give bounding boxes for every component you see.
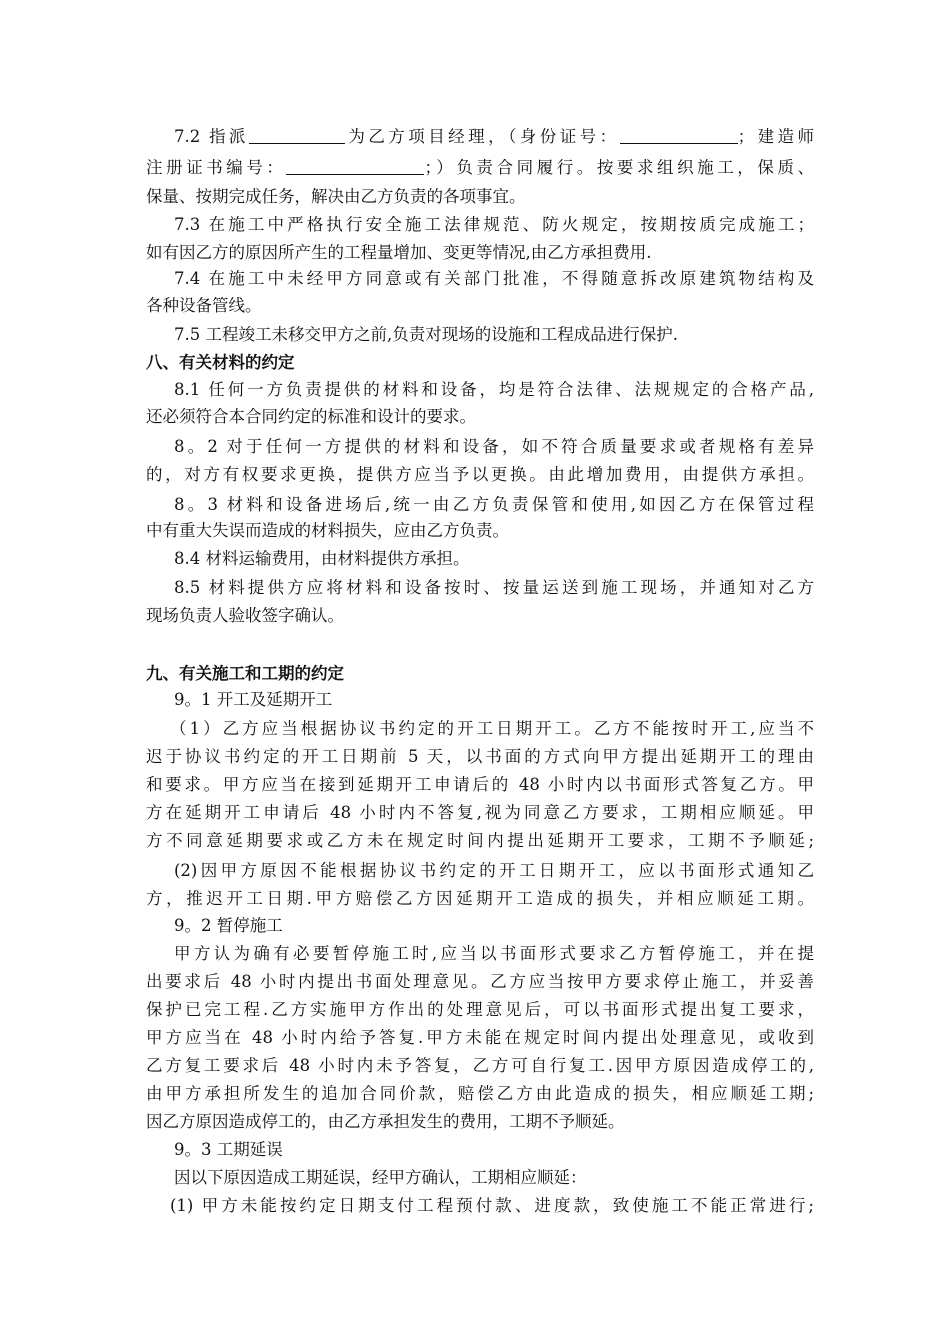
clause-text: ；）负责合同履行。按要求组织施工，保质、	[424, 158, 814, 177]
clause-9-2-line-2: 出要求后 48 小时内提出书面处理意见。乙方应当按甲方要求停止施工，并妥善	[146, 972, 814, 991]
clause-8-4-line-1: 8.4 材料运输费用，由材料提供方承担。	[174, 549, 470, 568]
clause-9-2-line-5: 乙方复工要求后 48 小时内未予答复，乙方可自行复工.因甲方原因造成停工的,	[146, 1056, 814, 1075]
clause-8-1-line-1: 8.1 任何一方负责提供的材料和设备，均是符合法律、法规规定的合格产品,	[174, 380, 814, 399]
clause-9-1-para1-line-3: 和要求。甲方应当在接到延期开工申请后的 48 小时内以书面形式答复乙方。甲	[146, 775, 814, 794]
clause-8-5-line-2: 现场负责人验收签字确认。	[146, 606, 344, 625]
clause-8-3-line-1: 8。3 材料和设备进场后,统一由乙方负责保管和使用,如因乙方在保管过程	[174, 495, 814, 514]
clause-7-2-line-1	[174, 124, 814, 150]
clause-9-1-para1-line-2: 迟于协议书约定的开工日期前 5 天，以书面的方式向甲方提出延期开工的理由	[146, 747, 814, 766]
clause-8-2-line-2: 的，对方有权要求更换，提供方应当予以更换。由此增加费用，由提供方承担。	[146, 465, 814, 484]
clause-9-2-line-7: 因乙方原因造成停工的，由乙方承担发生的费用，工期不予顺延。	[146, 1112, 625, 1131]
section-heading-9: 九、有关施工和工期的约定	[146, 664, 344, 683]
clause-7-4-line-2: 各种设备管线。	[146, 296, 262, 315]
clause-8-3-line-2: 中有重大失误而造成的材料损失，应由乙方负责。	[146, 521, 509, 540]
clause-9-1-para1-line-1: （1）乙方应当根据协议书约定的开工日期开工。乙方不能按时开工,应当不	[170, 719, 814, 738]
clause-9-2-title: 9。2 暂停施工	[174, 916, 283, 935]
clause-text: 注册证书编号：	[146, 158, 287, 177]
clause-text: ；建造师	[737, 127, 814, 146]
clause-7-4-line-1: 7.4 在施工中未经甲方同意或有关部门批准，不得随意拆改原建筑物结构及	[174, 269, 814, 288]
clause-9-3-line-2: (1) 甲方未能按约定日期支付工程预付款、进度款，致使施工不能正常进行;	[170, 1196, 814, 1215]
id-number-blank[interactable]	[620, 125, 738, 144]
clause-8-5-line-1: 8.5 材料提供方应将材料和设备按时、按量运送到施工现场，并通知对乙方	[174, 578, 814, 597]
clause-9-1-title: 9。1 开工及延期开工	[174, 690, 333, 709]
manager-name-blank[interactable]	[249, 125, 345, 144]
clause-9-3-title: 9。3 工期延误	[174, 1140, 283, 1159]
clause-7-2-line-2	[146, 155, 814, 181]
clause-8-2-line-1: 8。2 对于任何一方提供的材料和设备，如不符合质量要求或者规格有差异	[174, 437, 814, 456]
clause-9-2-line-6: 由甲方承担所发生的追加合同价款，赔偿乙方由此造成的损失，相应顺延工期;	[146, 1084, 814, 1103]
section-heading-8: 八、有关材料的约定	[146, 353, 295, 372]
clause-text: 为乙方项目经理，（身份证号：	[344, 127, 620, 146]
clause-9-2-line-1: 甲方认为确有必要暂停施工时,应当以书面形式要求乙方暂停施工，并在提	[174, 944, 814, 963]
clause-7-5-line-1: 7.5 工程竣工未移交甲方之前,负责对现场的设施和工程成品进行保护.	[174, 325, 678, 344]
certificate-number-blank[interactable]	[286, 156, 424, 175]
clause-7-2-line-3: 保量、按期完成任务，解决由乙方负责的各项事宜。	[146, 187, 526, 206]
clause-9-2-line-4: 甲方应当在 48 小时内给予答复.甲方未能在规定时间内提出处理意见，或收到	[146, 1028, 814, 1047]
clause-9-1-para2-line-1: (2)因甲方原因不能根据协议书约定的开工日期开工，应以书面形式通知乙	[174, 861, 814, 880]
clause-9-2-line-3: 保护已完工程.乙方实施甲方作出的处理意见后，可以书面形式提出复工要求，	[146, 1000, 814, 1019]
clause-9-1-para1-line-5: 方不同意延期要求或乙方未在规定时间内提出延期开工要求，工期不予顺延;	[146, 831, 814, 850]
clause-9-3-line-1: 因以下原因造成工期延误，经甲方确认，工期相应顺延：	[174, 1168, 587, 1187]
clause-text: 7.2 指派	[174, 127, 249, 146]
clause-7-3-line-1: 7.3 在施工中严格执行安全施工法律规范、防火规定，按期按质完成施工；	[174, 215, 814, 234]
clause-7-3-line-2: 如有因乙方的原因所产生的工程量增加、变更等情况,由乙方承担费用.	[146, 243, 652, 262]
clause-8-1-line-2: 还必须符合本合同约定的标准和设计的要求。	[146, 407, 476, 426]
clause-9-1-para2-line-2: 方，推迟开工日期.甲方赔偿乙方因延期开工造成的损失，并相应顺延工期。	[146, 889, 814, 908]
clause-9-1-para1-line-4: 方在延期开工申请后 48 小时内不答复,视为同意乙方要求，工期相应顺延。甲	[146, 803, 814, 822]
